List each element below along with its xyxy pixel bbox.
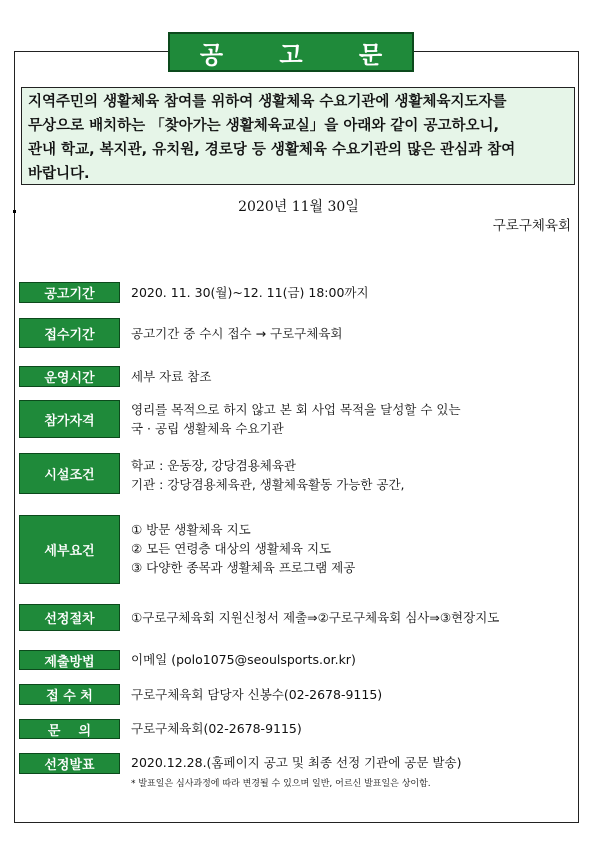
value-announcement-period <box>131 283 369 302</box>
label-inquiry: 문 의 <box>19 719 120 739</box>
value-line: 이메일 (polo1075@seoulsports.or.kr) <box>131 652 356 667</box>
label-announcement-result: 선정발표 <box>19 753 120 774</box>
value-operating-hours <box>131 367 211 386</box>
intro-line: 바랍니다. <box>28 166 90 182</box>
footnote: * 발표일은 심사과정에 따라 변경될 수 있으며 일반, 어르신 발표일은 상이함. <box>131 779 431 789</box>
value-line: 구로구체육회 담당자 신봉수(02-2678-9115) <box>131 687 383 702</box>
label-submission-method: 제출방법 <box>19 650 120 670</box>
notice-date: 2020년 11월 30일 <box>238 199 359 215</box>
intro-line: 관내 학교, 복지관, 유치원, 경로당 등 생활체육 수요기관의 많은 관심과 참여 <box>28 142 516 158</box>
intro-box <box>21 87 575 185</box>
intro-line: 무상으로 배치하는 「찾아가는 생활체육교실」을 아래와 같이 공고하오니, <box>28 118 499 134</box>
label-reception-period: 접수기간 <box>19 318 120 348</box>
organization-name: 구로구체육회 <box>492 218 571 234</box>
value-line: ① 방문 생활체육 지도 <box>131 522 251 537</box>
value-line: 학교 : 운동장, 강당겸용체육관 <box>131 458 297 473</box>
label-selection-procedure: 선정절차 <box>19 604 120 631</box>
value-reception-period <box>131 324 342 343</box>
value-line: 2020.12.28.(홈페이지 공고 및 최종 선정 기관에 공문 발송) <box>131 755 462 770</box>
value-line: ①구로구체육회 지원신청서 제출⇒②구로구체육회 심사⇒③현장지도 <box>131 610 500 625</box>
value-inquiry <box>131 719 302 738</box>
label-facility-conditions: 시설조건 <box>19 453 120 494</box>
notice-title: 공 고 문 <box>168 32 414 72</box>
value-line: 영리를 목적으로 하지 않고 본 회 사업 목적을 달성할 수 있는 <box>131 402 461 417</box>
value-line: 2020. 11. 30(월)~12. 11(금) 18:00까지 <box>131 285 369 300</box>
value-line: ② 모든 연령층 대상의 생활체육 지도 <box>131 541 332 556</box>
value-line: 구로구체육회(02-2678-9115) <box>131 721 302 736</box>
value-submission-method <box>131 650 356 669</box>
value-eligibility <box>131 400 461 438</box>
value-line: 공고기간 중 수시 접수 → 구로구체육회 <box>131 326 343 341</box>
value-line: 국 · 공립 생활체육 수요기관 <box>131 421 284 436</box>
value-line: 기관 : 강당겸용체육관, 생활체육활동 가능한 공간, <box>131 477 405 492</box>
label-announcement-period: 공고기간 <box>19 282 120 303</box>
label-detailed-requirements: 세부요건 <box>19 515 120 584</box>
label-operating-hours: 운영시간 <box>19 366 120 387</box>
value-line: ③ 다양한 종목과 생활체육 프로그램 제공 <box>131 560 356 575</box>
value-line: 세부 자료 참조 <box>131 369 212 384</box>
intro-line: 지역주민의 생활체육 참여를 위하여 생활체육 수요기관에 생활체육지도자를 <box>28 94 507 110</box>
value-selection-procedure <box>131 608 499 627</box>
label-eligibility: 참가자격 <box>19 400 120 438</box>
label-reception-desk: 접 수 처 <box>19 684 120 705</box>
value-announcement-result <box>131 753 461 772</box>
value-detailed-requirements <box>131 520 355 577</box>
value-facility-conditions <box>131 456 405 494</box>
value-reception-desk <box>131 685 382 704</box>
